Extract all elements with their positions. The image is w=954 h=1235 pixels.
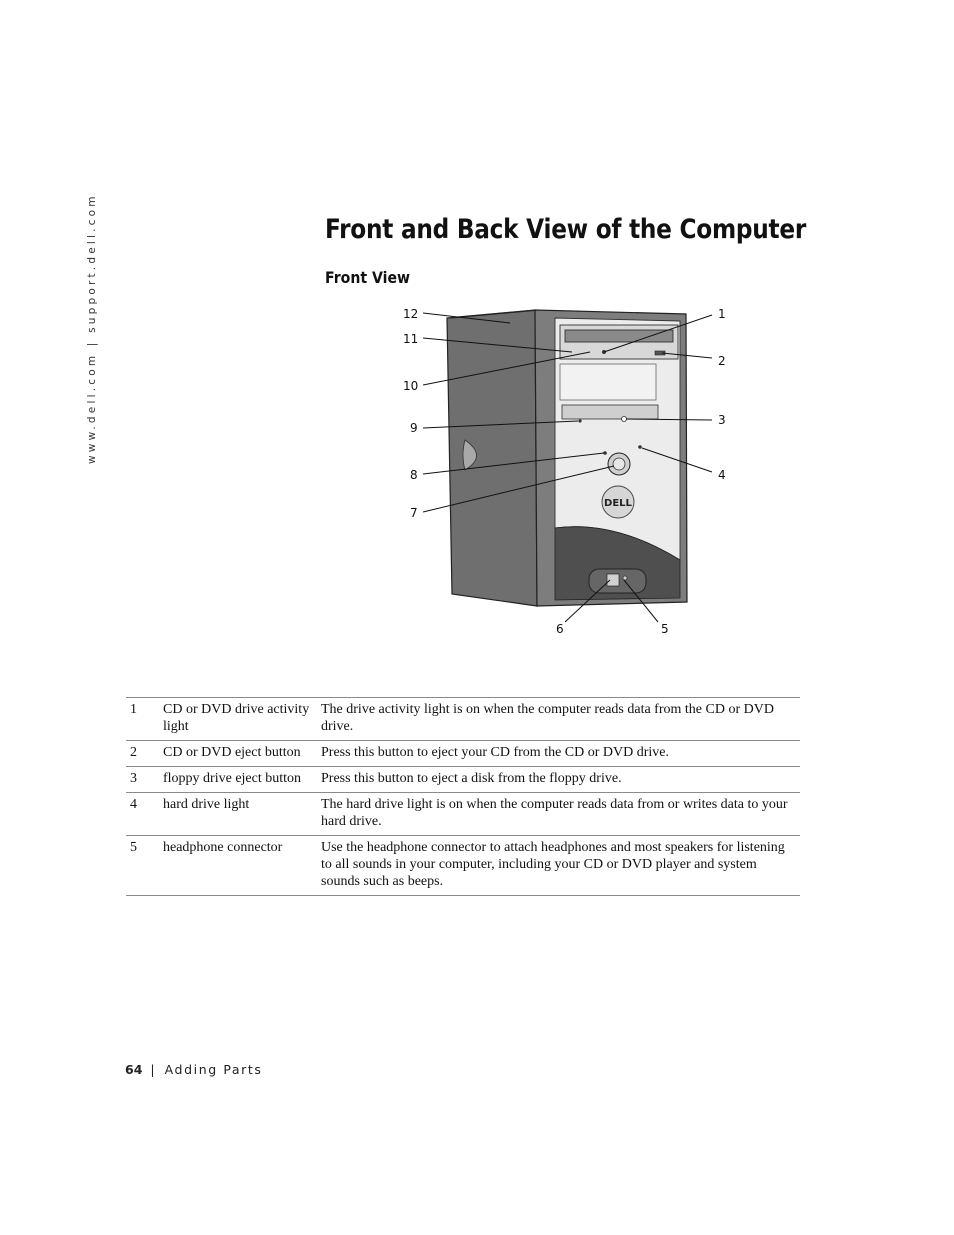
optical-drive-tray	[565, 330, 673, 342]
row-number: 4	[126, 793, 159, 836]
floppy-drive-bay	[562, 405, 658, 419]
table-row	[126, 836, 800, 896]
hard-drive-light-icon	[638, 445, 642, 449]
section-title: Front View	[325, 268, 411, 287]
page-title: Front and Back View of the Computer	[325, 214, 807, 245]
power-button-inner	[613, 458, 625, 470]
row-part-name: headphone connector	[159, 836, 317, 896]
table-row	[126, 698, 800, 741]
row-part-name: CD or DVD drive activity light	[159, 698, 317, 741]
callout-7: 7	[410, 506, 418, 520]
row-description: The hard drive light is on when the computer reads data from or writes data to your hard drive.	[317, 793, 800, 836]
page-footer	[125, 1062, 263, 1077]
floppy-activity-light-icon	[578, 419, 581, 422]
computer-front-view-illustration	[390, 300, 740, 645]
parts-table	[126, 697, 800, 896]
floppy-eject-button-icon	[622, 417, 627, 422]
computer-front-view-svg	[390, 300, 740, 645]
callout-2: 2	[718, 354, 726, 368]
callout-3: 3	[718, 413, 726, 427]
dell-logo-text: DELL	[604, 498, 632, 509]
row-number: 5	[126, 836, 159, 896]
empty-drive-bay	[560, 364, 656, 400]
callout-5: 5	[661, 622, 669, 636]
row-part-name: floppy drive eject button	[159, 767, 317, 793]
footer-separator: |	[150, 1062, 155, 1077]
usb-connectors-icon	[607, 574, 619, 586]
chapter-title: Adding Parts	[164, 1062, 263, 1077]
table-row	[126, 767, 800, 793]
row-part-name: CD or DVD eject button	[159, 741, 317, 767]
callout-8: 8	[410, 468, 418, 482]
callout-4: 4	[718, 468, 726, 482]
page-number: 64	[125, 1062, 143, 1077]
side-website-url: www.dell.com | support.dell.com	[86, 193, 98, 464]
row-part-name: hard drive light	[159, 793, 317, 836]
row-description: Press this button to eject a disk from the floppy drive.	[317, 767, 800, 793]
callout-1: 1	[718, 307, 726, 321]
row-number: 3	[126, 767, 159, 793]
row-description: Press this button to eject your CD from the CD or DVD drive.	[317, 741, 800, 767]
table-row	[126, 741, 800, 767]
headphone-connector-icon	[623, 576, 627, 580]
row-description: The drive activity light is on when the computer reads data from the CD or DVD drive.	[317, 698, 800, 741]
row-number: 2	[126, 741, 159, 767]
table-row	[126, 793, 800, 836]
callout-9: 9	[410, 421, 418, 435]
tower-side-panel	[447, 310, 537, 606]
row-number: 1	[126, 698, 159, 741]
callout-12: 12	[403, 307, 419, 321]
callout-11: 11	[403, 332, 419, 346]
callout-6: 6	[556, 622, 564, 636]
row-description: Use the headphone connector to attach headphones and most speakers for listening to all sounds in your computer, including your CD or DVD player and system sounds such as beeps.	[317, 836, 800, 896]
callout-10: 10	[403, 379, 419, 393]
